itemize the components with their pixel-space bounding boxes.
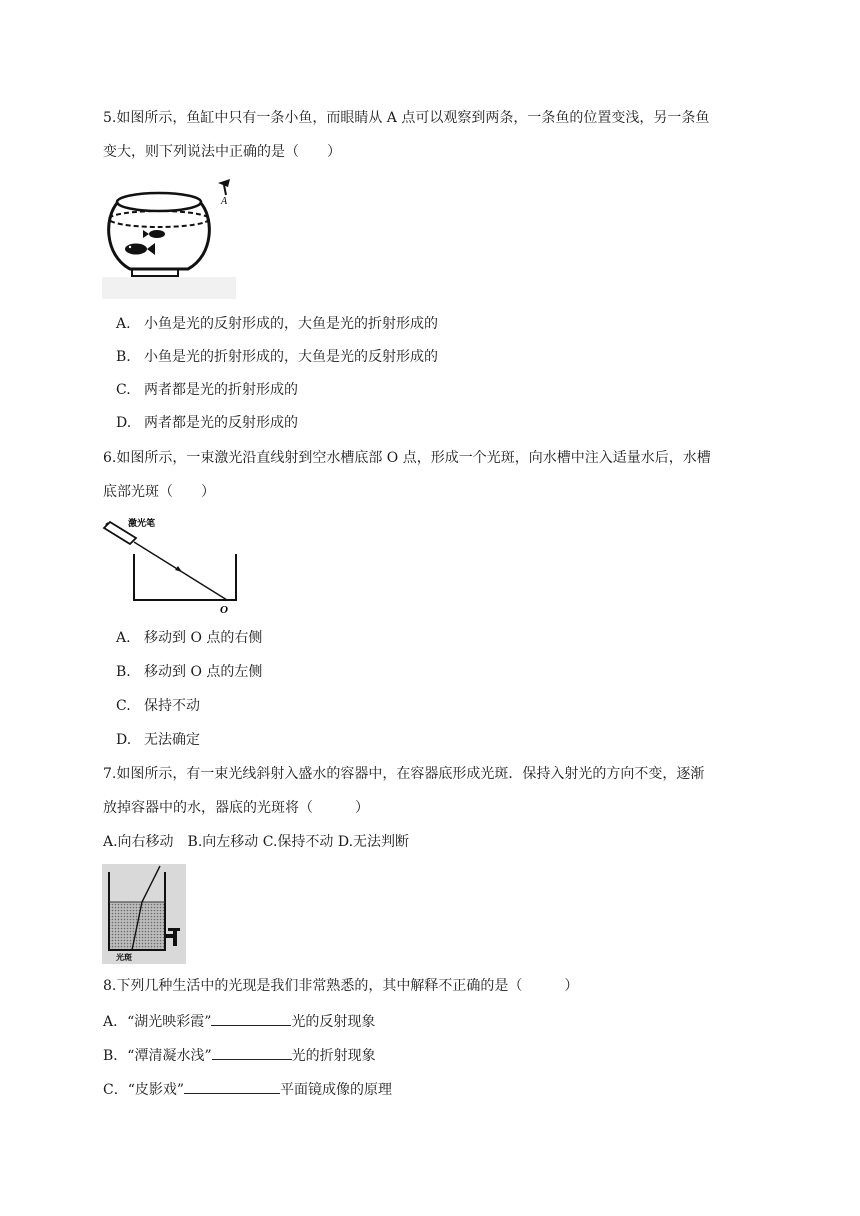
q6-option-c: C. 保持不动	[116, 698, 200, 714]
laser-pen-label: 激光笔	[128, 519, 156, 529]
q6-option-d: D. 无法确定	[116, 732, 200, 748]
q5-stem-line1: 5.如图所示，鱼缸中只有一条小鱼，而眼睛从 A 点可以观察到两条，一条鱼的位置变浅，另一条鱼	[103, 110, 710, 126]
q6-laser-tank-figure	[102, 516, 242, 616]
point-o-label: O	[220, 604, 228, 616]
q5-option-b: B. 小鱼是光的折射形成的，大鱼是光的反射形成的	[116, 349, 438, 365]
q6-option-a: A. 移动到 O 点的右侧	[116, 630, 263, 646]
q7-options-inline: A.向右移动 B.向左移动 C.保持不动 D.无法判断	[103, 834, 410, 850]
q5-fishbowl-figure	[102, 177, 238, 299]
q8-stem: 8.下列几种生活中的光现是我们非常熟悉的，其中解释不正确的是（ ）	[103, 978, 579, 994]
q7-stem-line2: 放掉容器中的水，器底的光斑将（ ）	[103, 800, 369, 816]
eye-icon	[218, 179, 230, 195]
figure-label-a: A	[221, 196, 228, 207]
small-fish-icon	[143, 230, 165, 238]
big-fish-icon	[125, 243, 155, 255]
q7-stem-line1: 7.如图所示，有一束光线斜射入盛水的容器中，在容器底形成光斑．保持入射光的方向不变，逐渐	[103, 766, 705, 782]
q7-container-figure	[102, 864, 186, 964]
q5-option-d: D. 两者都是光的反射形成的	[116, 415, 298, 431]
q6-stem-line2: 底部光斑（ ）	[103, 484, 215, 500]
q5-option-a: A. 小鱼是光的反射形成的，大鱼是光的折射形成的	[116, 316, 438, 332]
q8-option-c: C．“皮影戏” 平面镜成像的原理	[103, 1079, 392, 1100]
q6-stem-line1: 6.如图所示，一束激光沿直线射到空水槽底部 O 点，形成一个光斑，向水槽中注入适量水后，水槽	[103, 450, 711, 466]
q5-stem-line2: 变大，则下列说法中正确的是（ ）	[103, 144, 341, 160]
q8-option-b: B．“潭清凝水浅” 光的折射现象	[103, 1045, 376, 1066]
q8-option-a: A．“湖光映彩霞” 光的反射现象	[103, 1011, 375, 1032]
light-spot-label: 光斑	[116, 953, 132, 962]
q5-option-c: C. 两者都是光的折射形成的	[116, 382, 298, 398]
q6-option-b: B. 移动到 O 点的左侧	[116, 664, 263, 680]
